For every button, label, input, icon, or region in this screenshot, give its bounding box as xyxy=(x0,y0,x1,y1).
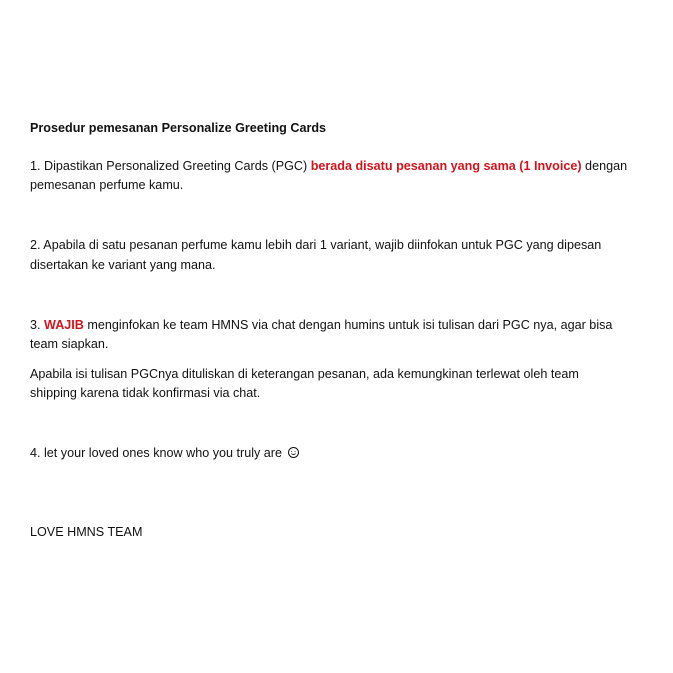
step-4-text: 4. let your loved ones know who you truly are xyxy=(30,446,286,460)
step-3-number: 3. xyxy=(30,318,45,332)
step-4-line xyxy=(30,444,299,462)
step-3-note-line-1: Apabila isi tulisan PGCnya dituliskan di keterangan pesanan, ada kemungkinan terlewat oleh team xyxy=(30,367,579,381)
signature: LOVE HMNS TEAM xyxy=(30,525,143,539)
document-title: Prosedur pemesanan Personalize Greeting Cards xyxy=(30,121,327,135)
step-3-highlight: WAJIB xyxy=(44,318,84,332)
step-1-text: 1. Dipastikan Personalized Greeting Cards (PGC) xyxy=(30,159,311,173)
step-1-suffix: dengan xyxy=(581,159,628,173)
step-3-text: menginfokan ke team HMNS via chat dengan humins untuk isi tulisan dari PGC nya, agar bisa xyxy=(83,318,613,332)
step-1-line-1 xyxy=(30,157,627,175)
step-1-line-2: pemesanan perfume kamu. xyxy=(30,178,184,192)
step-1-highlight: berada disatu pesanan yang sama (1 Invoice) xyxy=(310,159,582,173)
step-2-line-2: disertakan ke variant yang mana. xyxy=(30,258,216,272)
step-3-line-1 xyxy=(30,316,612,334)
step-2-line-1: 2. Apabila di satu pesanan perfume kamu lebih dari 1 variant, wajib diinfokan untuk PGC yang dipesan xyxy=(30,238,602,252)
step-3-line-2: team siapkan. xyxy=(30,337,109,351)
smiley-icon xyxy=(288,447,299,458)
step-3-note-line-2: shipping karena tidak konfirmasi via chat. xyxy=(30,386,261,400)
